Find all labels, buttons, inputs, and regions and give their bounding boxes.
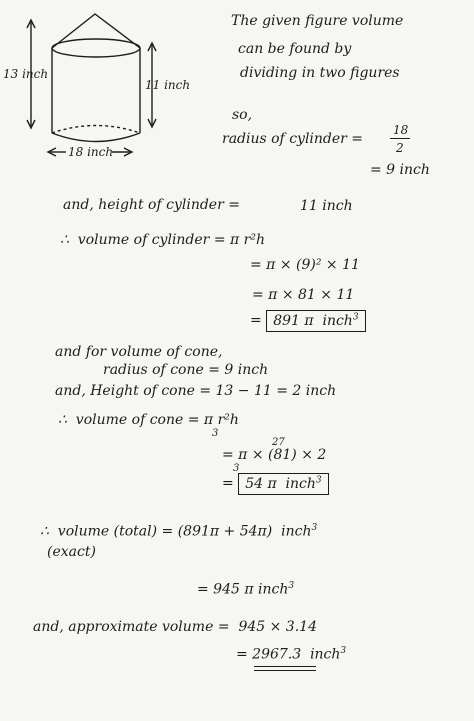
cylinder-bottom-back [52, 126, 140, 134]
volume-cone-step-denominator: 3 [233, 463, 240, 474]
radius-fraction-denominator: 2 [396, 141, 404, 155]
exact-label: (exact) [47, 544, 96, 560]
fraction-bar [390, 138, 410, 139]
cone-result-box: 54 π inch$^3$ [238, 473, 328, 495]
height-cone-line: and, Height of cone = 13 − 11 = 2 inch [55, 383, 337, 399]
total-height-label: 13 inch [3, 67, 49, 81]
radius-result: = 9 inch [370, 162, 430, 178]
approximate-volume-result: = 2967.3 inch$^3$ [236, 646, 347, 663]
cylinder-result-box: 891 π inch$^3$ [266, 310, 365, 332]
height-cylinder-line: and, height of cylinder = [63, 197, 240, 213]
volume-cone-formula-denominator: 3 [212, 428, 219, 439]
intro-line-1: The given figure volume [231, 13, 404, 29]
volume-cone-formula: ∴ volume of cone = π r²h [58, 412, 239, 428]
volume-cylinder-formula: ∴ volume of cylinder = π r²h [60, 232, 265, 248]
radius-cylinder-line: radius of cylinder = [222, 131, 364, 147]
result-underline-1 [254, 666, 316, 667]
so-label: so, [232, 107, 253, 123]
intro-line-3: dividing in two figures [240, 65, 400, 81]
volume-cylinder-step-2: = π × 81 × 11 [252, 287, 355, 303]
cylinder-top-ellipse [52, 39, 140, 57]
volume-cylinder-step-1: = π × (9)² × 11 [250, 257, 360, 273]
cancellation-note: 27 [272, 437, 285, 448]
volume-cone-result: = 54 π inch$^3$ [222, 476, 329, 491]
cone-intro-line: and for volume of cone, [55, 344, 223, 360]
cone-outline [52, 14, 140, 48]
height-cylinder-value: 11 inch [300, 198, 353, 214]
total-volume-exact: = 945 π inch$^3$ [197, 581, 295, 598]
volume-cylinder-result: = 891 π inch$^3$ [250, 313, 366, 328]
total-volume-line: ∴ volume (total) = (891π + 54π) inch$^3$ [40, 523, 318, 540]
approximate-volume-line: and, approximate volume = 945 × 3.14 [33, 619, 317, 635]
result-underline-2 [254, 670, 316, 671]
intro-line-2: can be found by [238, 41, 352, 57]
radius-cone-line: radius of cone = 9 inch [103, 362, 269, 378]
radius-fraction-numerator: 18 [393, 123, 409, 137]
diameter-label: 18 inch [68, 145, 114, 159]
cylinder-bottom-front [52, 133, 140, 142]
volume-cone-step: = π × (81) × 2 [222, 447, 327, 463]
cylinder-height-label: 11 inch [145, 78, 191, 92]
